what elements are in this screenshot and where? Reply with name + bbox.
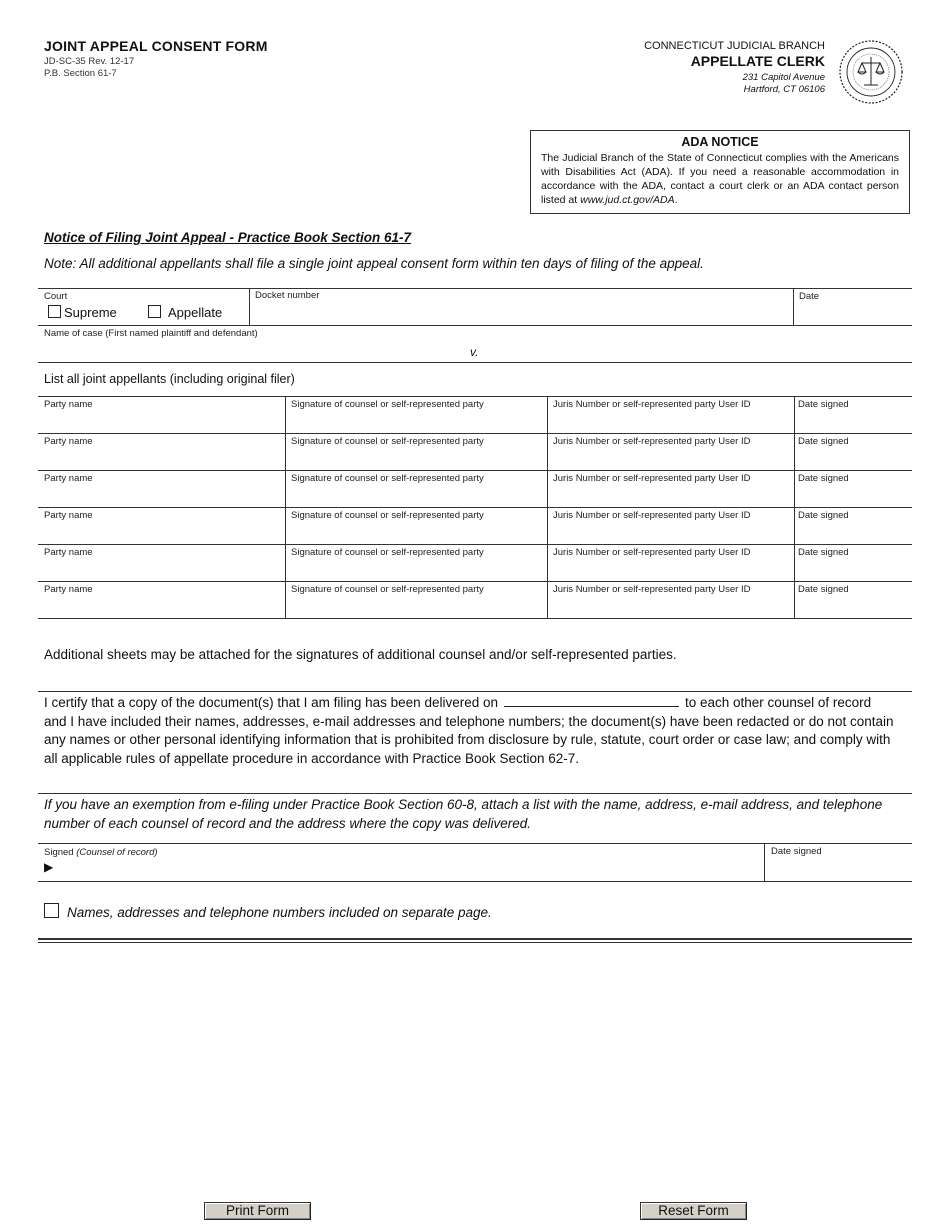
divider — [38, 362, 912, 363]
signed-date-field[interactable] — [766, 857, 910, 879]
divider — [547, 507, 548, 544]
date-signed-field[interactable] — [796, 484, 908, 505]
divider — [794, 396, 795, 433]
party-name-field[interactable] — [40, 410, 283, 431]
party-name-label: Party name — [44, 473, 93, 484]
party-name-label: Party name — [44, 510, 93, 521]
divider — [547, 470, 548, 507]
party-name-field[interactable] — [40, 447, 283, 468]
additional-sheets-note: Additional sheets may be attached for the signatures of additional counsel and/or self-represented parties. — [44, 647, 677, 662]
signature-label: Signature of counsel or self-represented party — [291, 473, 484, 484]
divider — [38, 843, 912, 844]
date-signed-label: Date signed — [798, 436, 849, 447]
separate-page-label: Names, addresses and telephone numbers included on separate page. — [67, 905, 492, 920]
divider — [38, 544, 912, 545]
counsel-signature-field[interactable] — [60, 857, 760, 879]
court-label: Court — [44, 291, 68, 302]
divider — [38, 433, 912, 434]
branch-name: CONNECTICUT JUDICIAL BRANCH — [644, 40, 825, 52]
juris-number-field[interactable] — [549, 484, 792, 505]
party-name-label: Party name — [44, 584, 93, 595]
divider — [38, 881, 912, 882]
date-signed-field[interactable] — [796, 410, 908, 431]
branch-address-block — [644, 40, 825, 96]
docket-number-label: Docket number — [255, 290, 320, 301]
ada-link[interactable]: www.jud.ct.gov/ADA — [580, 194, 675, 206]
date-signed-field[interactable] — [796, 558, 908, 579]
signature-field[interactable] — [287, 558, 545, 579]
divider — [285, 544, 286, 581]
juris-number-field[interactable] — [549, 521, 792, 542]
address-line-1: 231 Capitol Avenue — [742, 72, 825, 83]
juris-number-label: Juris Number or self-represented party User ID — [553, 399, 751, 410]
supreme-checkbox[interactable] — [48, 305, 61, 318]
juris-number-field[interactable] — [549, 595, 792, 616]
divider — [38, 938, 912, 940]
divider — [38, 288, 912, 289]
divider — [794, 470, 795, 507]
exemption-note: If you have an exemption from e-filing under Practice Book Section 60-8, attach a list with the name, address, e-mail address, and telephone number of each counsel of record and the address where the copy was delivered. — [44, 797, 883, 831]
divider — [38, 325, 912, 326]
signed-label: Signed (Counsel of record) — [44, 847, 158, 858]
divider — [285, 433, 286, 470]
notice-note: Note: All additional appellants shall file a single joint appeal consent form within ten days of filing of the appeal. — [44, 256, 704, 271]
divider — [38, 942, 912, 943]
date-signed-label: Date signed — [798, 510, 849, 521]
court-supreme-option[interactable] — [48, 305, 117, 320]
juris-number-label: Juris Number or self-represented party User ID — [553, 510, 751, 521]
date-signed-label: Date signed — [798, 547, 849, 558]
signature-field[interactable] — [287, 484, 545, 505]
divider — [764, 843, 765, 881]
divider — [285, 507, 286, 544]
ada-heading: ADA NOTICE — [681, 135, 759, 149]
signature-field[interactable] — [287, 447, 545, 468]
divider — [794, 507, 795, 544]
party-name-field[interactable] — [40, 521, 283, 542]
divider — [547, 396, 548, 433]
docket-number-field[interactable] — [250, 300, 792, 324]
signature-field[interactable] — [287, 410, 545, 431]
separate-page-checkbox[interactable] — [44, 903, 59, 918]
divider — [285, 581, 286, 618]
divider — [38, 691, 912, 692]
plaintiff-field[interactable] — [60, 340, 440, 360]
signature-label: Signature of counsel or self-represented party — [291, 399, 484, 410]
address-line-2: Hartford, CT 06106 — [743, 84, 825, 95]
signature-field[interactable] — [287, 521, 545, 542]
party-name-label: Party name — [44, 436, 93, 447]
juris-number-field[interactable] — [549, 447, 792, 468]
party-name-label: Party name — [44, 547, 93, 558]
divider — [285, 396, 286, 433]
party-name-field[interactable] — [40, 558, 283, 579]
rule-reference: P.B. Section 61-7 — [44, 68, 117, 79]
form-title: JOINT APPEAL CONSENT FORM — [44, 38, 268, 54]
divider — [547, 433, 548, 470]
date-signed-field[interactable] — [796, 447, 908, 468]
divider — [38, 581, 912, 582]
divider — [38, 507, 912, 508]
divider — [38, 793, 912, 794]
date-signed-label: Date signed — [798, 473, 849, 484]
date-signed-label: Date signed — [798, 399, 849, 410]
divider — [794, 581, 795, 618]
ada-text: The Judicial Branch of the State of Connecticut complies with the Americans with Disabilities Act (ADA). If you need a reasonable accommodation in accordance with the ADA, contact a court clerk or an ADA contact person listed at www.jud.ct.gov/ADA. — [541, 152, 899, 206]
divider — [38, 618, 912, 619]
separate-page-option[interactable] — [44, 903, 492, 920]
signature-label: Signature of counsel or self-represented party — [291, 547, 484, 558]
delivery-date-field[interactable] — [504, 694, 679, 707]
print-form-button[interactable]: Print Form — [204, 1202, 311, 1220]
signature-label: Signature of counsel or self-represented party — [291, 510, 484, 521]
form-number-block — [44, 56, 134, 80]
state-seal-icon — [838, 39, 904, 105]
juris-number-field[interactable] — [549, 558, 792, 579]
ada-notice-box — [530, 130, 910, 214]
juris-number-label: Juris Number or self-represented party User ID — [553, 473, 751, 484]
case-name-label: Name of case (First named plaintiff and defendant) — [44, 328, 258, 339]
divider — [38, 470, 912, 471]
divider — [547, 581, 548, 618]
signed-date-label: Date signed — [771, 846, 822, 857]
certification-text: I certify that a copy of the document(s) that I am filing has been delivered on to each other counsel of record and I have included their names, addresses, e-mail addresses and telephone numbers; the document(s) have been redacted or do not contain any names or other personal identifying information that is prohibited from disclosure by rule, statute, court order or case law; and comply with all applicable rules of appellate procedure in accordance with Practice Book Section 62-7. — [44, 695, 894, 766]
signature-arrow-icon: ▶ — [44, 860, 54, 874]
party-name-field[interactable] — [40, 484, 283, 505]
party-name-label: Party name — [44, 399, 93, 410]
party-name-field[interactable] — [40, 595, 283, 616]
juris-number-field[interactable] — [549, 410, 792, 431]
divider — [547, 544, 548, 581]
versus-text: v. — [470, 345, 479, 359]
date-signed-label: Date signed — [798, 584, 849, 595]
divider — [794, 433, 795, 470]
juris-number-label: Juris Number or self-represented party User ID — [553, 547, 751, 558]
date-field[interactable] — [794, 300, 910, 324]
date-signed-field[interactable] — [796, 595, 908, 616]
court-appellate-option[interactable] — [148, 305, 222, 320]
signature-field[interactable] — [287, 595, 545, 616]
divider — [794, 544, 795, 581]
divider — [38, 396, 912, 397]
supreme-label: Supreme — [64, 305, 117, 320]
juris-number-label: Juris Number or self-represented party User ID — [553, 436, 751, 447]
divider — [285, 470, 286, 507]
form-number: JD-SC-35 Rev. 12-17 — [44, 56, 135, 67]
appellate-checkbox[interactable] — [148, 305, 161, 318]
signature-label: Signature of counsel or self-represented party — [291, 436, 484, 447]
office-name: APPELLATE CLERK — [690, 53, 825, 69]
date-label: Date — [799, 291, 820, 302]
notice-title: Notice of Filing Joint Appeal - Practice Book Section 61-7 — [44, 230, 412, 245]
reset-form-button[interactable]: Reset Form — [640, 1202, 747, 1220]
signature-label: Signature of counsel or self-represented party — [291, 584, 484, 595]
appellants-heading: List all joint appellants (including original filer) — [44, 372, 295, 386]
appellate-label: Appellate — [168, 305, 223, 320]
date-signed-field[interactable] — [796, 521, 908, 542]
juris-number-label: Juris Number or self-represented party User ID — [553, 584, 751, 595]
defendant-field[interactable] — [500, 340, 890, 360]
